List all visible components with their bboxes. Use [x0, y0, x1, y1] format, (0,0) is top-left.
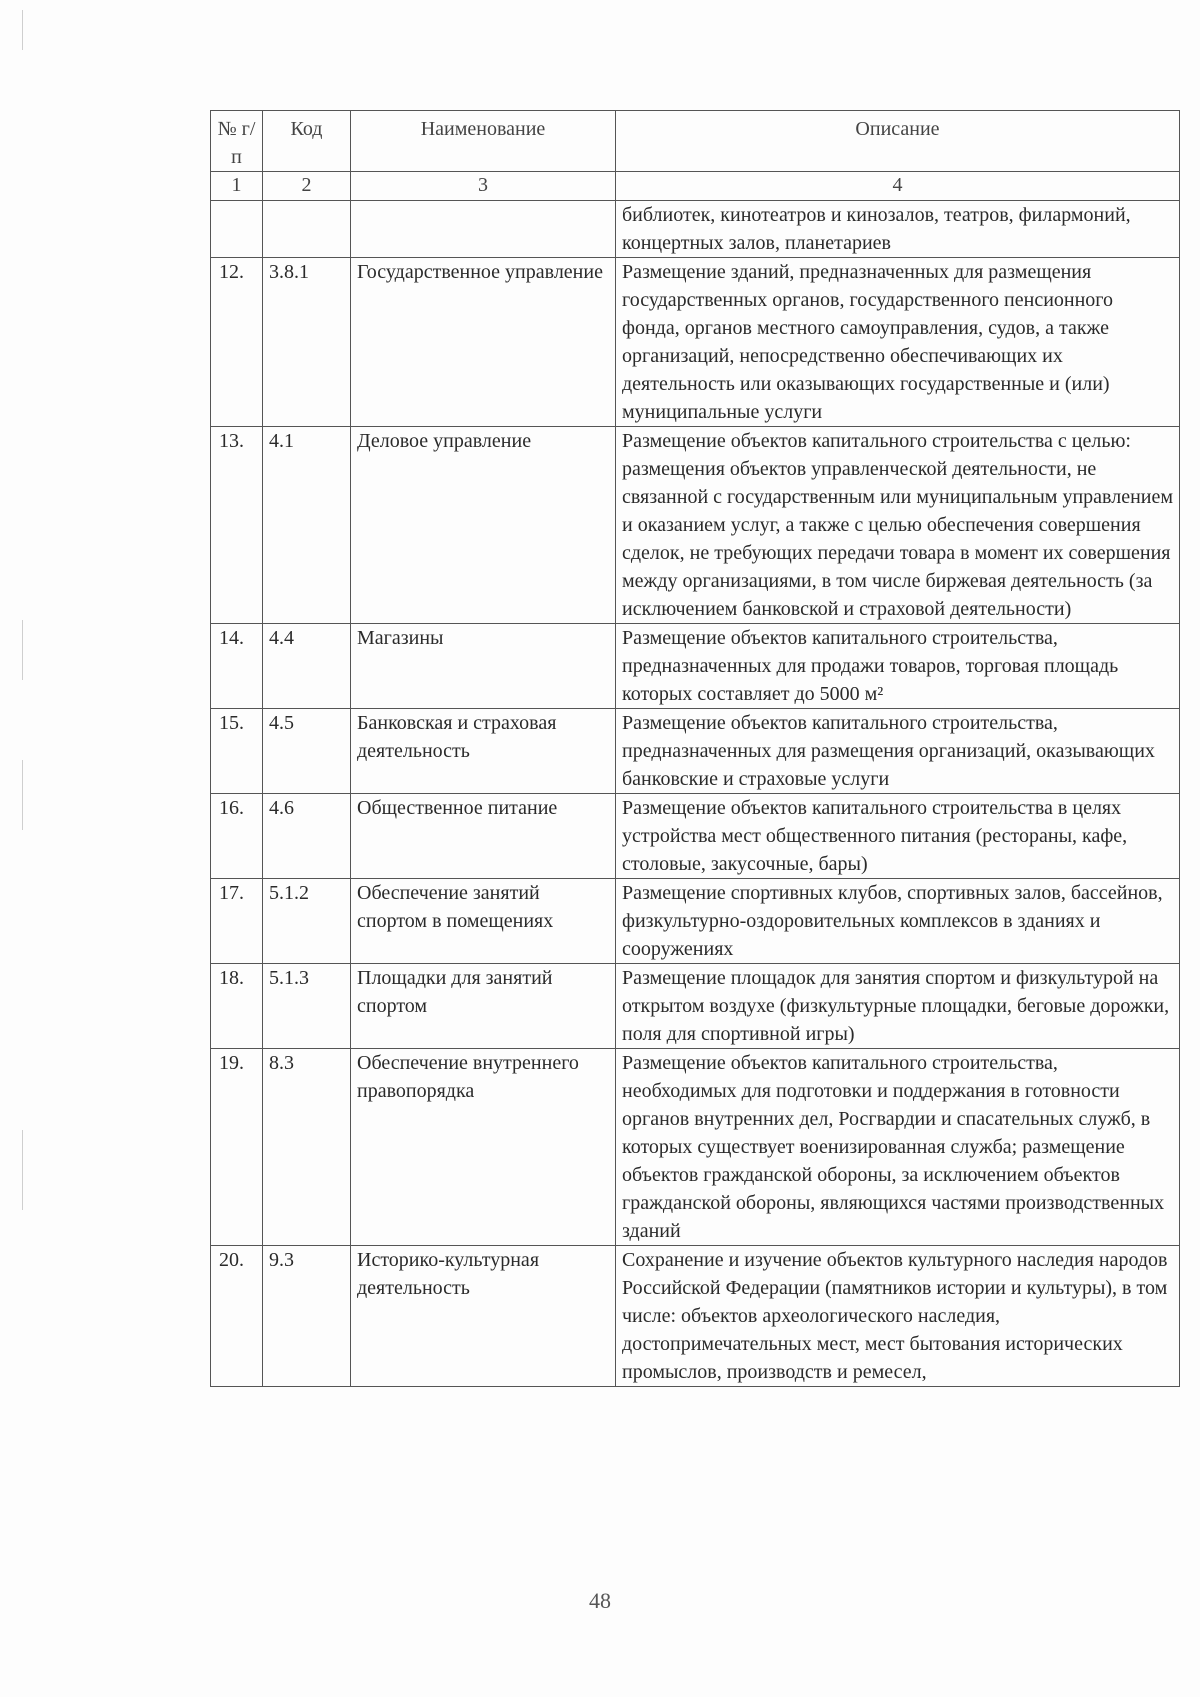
row-description: Размещение объектов капитального строительства с целью: размещения объектов управленческой деятельности, не связанной с государственным или муниципальным управлением и оказанием услуг, а также с целью обеспечения совершения сделок, не требующих передачи товара в момент их совершения между организациями, в том числе биржевая деятельность (за исключением банковской и страховой деятельности) — [616, 427, 1180, 624]
column-number: 4 — [616, 172, 1180, 201]
header-description: Описание — [616, 111, 1180, 172]
row-description: Размещение спортивных клубов, спортивных залов, бассейнов, физкультурно-оздоровительных комплексов в зданиях и сооружениях — [616, 879, 1180, 964]
row-name: Обеспечение внутреннего правопорядка — [351, 1049, 616, 1246]
row-number: 17. — [211, 879, 263, 964]
header-row — [211, 111, 1180, 172]
row-number: 13. — [211, 427, 263, 624]
row-code: 4.6 — [263, 794, 351, 879]
row-code: 3.8.1 — [263, 258, 351, 427]
row-code: 5.1.3 — [263, 964, 351, 1049]
row-number: 12. — [211, 258, 263, 427]
row-number: 16. — [211, 794, 263, 879]
header-num: № г/п — [211, 111, 263, 172]
row-number: 18. — [211, 964, 263, 1049]
table-row — [211, 201, 1180, 258]
row-number: 14. — [211, 624, 263, 709]
row-description: библиотек, кинотеатров и кинозалов, театров, филармоний, концертных залов, планетариев — [616, 201, 1180, 258]
row-name: Обеспечение занятий спортом в помещениях — [351, 879, 616, 964]
column-number-row — [211, 172, 1180, 201]
scan-artifact — [22, 760, 23, 830]
header-code: Код — [263, 111, 351, 172]
row-name: Государственное управление — [351, 258, 616, 427]
row-description: Размещение объектов капитального строительства, предназначенных для размещения организаций, оказывающих банковские и страховые услуги — [616, 709, 1180, 794]
column-number: 1 — [211, 172, 263, 201]
row-code: 4.1 — [263, 427, 351, 624]
column-number: 2 — [263, 172, 351, 201]
scan-artifact — [22, 1130, 23, 1210]
header-name: Наименование — [351, 111, 616, 172]
row-code: 4.4 — [263, 624, 351, 709]
row-description: Размещение зданий, предназначенных для размещения государственных органов, государственного пенсионного фонда, органов местного самоуправления, судов, а также организаций, непосредственно обеспечивающих их деятельность или оказывающих государственные и (или) муниципальные услуги — [616, 258, 1180, 427]
scan-artifact — [22, 10, 23, 50]
row-code: 5.1.2 — [263, 879, 351, 964]
table-row — [211, 964, 1180, 1049]
row-name: Деловое управление — [351, 427, 616, 624]
row-description: Размещение объектов капитального строительства, необходимых для подготовки и поддержания в готовности органов внутренних дел, Росгвардии и спасательных служб, в которых существует военизированная служба; размещение объектов гражданской обороны, за исключением объектов гражданской обороны, являющихся частями производственных зданий — [616, 1049, 1180, 1246]
land-use-table — [210, 110, 1180, 1387]
row-code — [263, 201, 351, 258]
table-row — [211, 258, 1180, 427]
row-description: Сохранение и изучение объектов культурного наследия народов Российской Федерации (памятников истории и культуры), в том числе: объектов археологического наследия, достопримечательных мест, мест бытования исторических промыслов, производств и ремесел, — [616, 1246, 1180, 1387]
row-description: Размещение объектов капитального строительства, предназначенных для продажи товаров, торговая площадь которых составляет до 5000 м² — [616, 624, 1180, 709]
table-row — [211, 879, 1180, 964]
scan-artifact — [22, 620, 23, 680]
row-number: 19. — [211, 1049, 263, 1246]
row-number — [211, 201, 263, 258]
table-row — [211, 427, 1180, 624]
row-name: Историко-культурная деятельность — [351, 1246, 616, 1387]
row-code: 9.3 — [263, 1246, 351, 1387]
page-number: 48 — [589, 1588, 611, 1613]
row-name: Площадки для занятий спортом — [351, 964, 616, 1049]
row-description: Размещение объектов капитального строительства в целях устройства мест общественного питания (рестораны, кафе, столовые, закусочные, бары) — [616, 794, 1180, 879]
row-name: Банковская и страховая деятельность — [351, 709, 616, 794]
row-number: 15. — [211, 709, 263, 794]
row-name: Магазины — [351, 624, 616, 709]
column-number: 3 — [351, 172, 616, 201]
row-name: Общественное питание — [351, 794, 616, 879]
row-number: 20. — [211, 1246, 263, 1387]
table-row — [211, 1049, 1180, 1246]
row-code: 4.5 — [263, 709, 351, 794]
row-description: Размещение площадок для занятия спортом и физкультурой на открытом воздухе (физкультурные площадки, беговые дорожки, поля для спортивной игры) — [616, 964, 1180, 1049]
table-row — [211, 794, 1180, 879]
row-code: 8.3 — [263, 1049, 351, 1246]
table-row — [211, 709, 1180, 794]
row-name — [351, 201, 616, 258]
table-row — [211, 1246, 1180, 1387]
table-row — [211, 624, 1180, 709]
